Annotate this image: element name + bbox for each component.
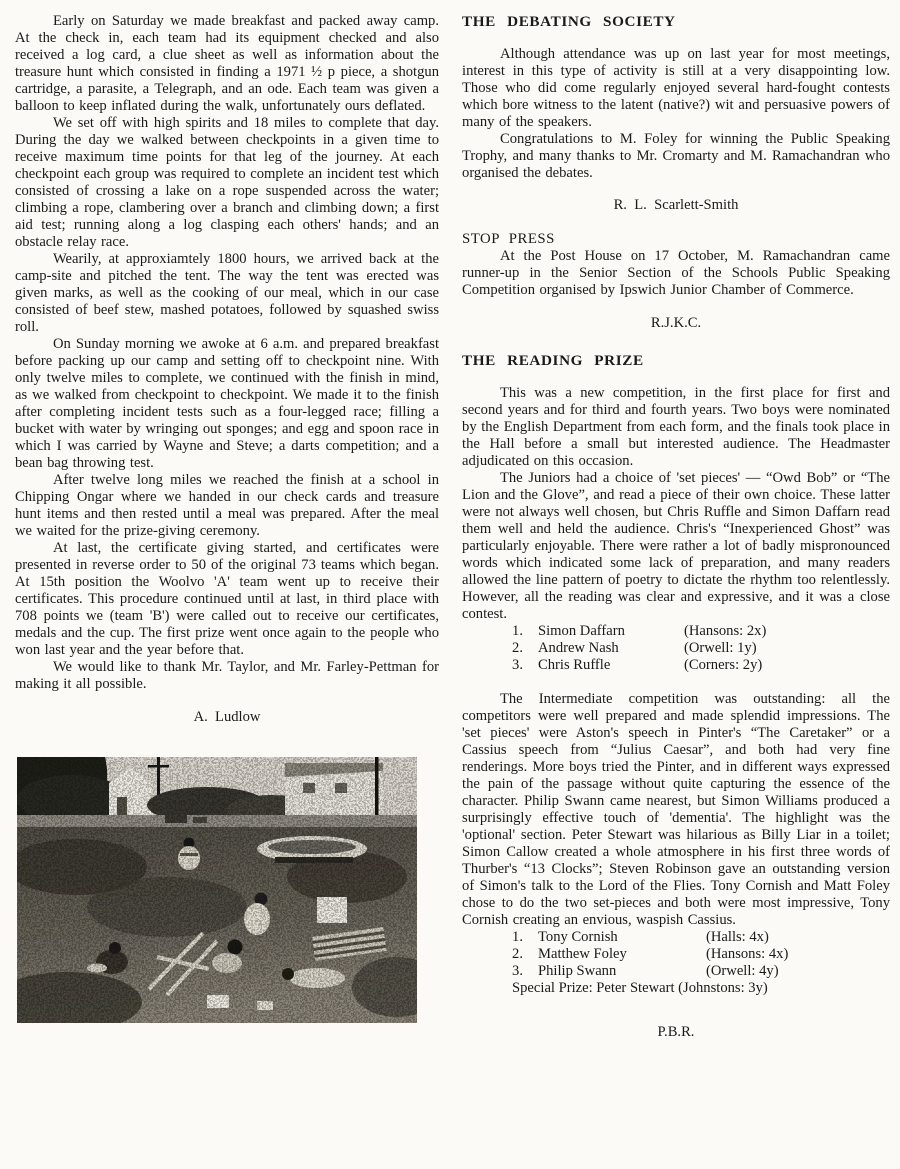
reading-prize-heading: THE READING PRIZE <box>462 352 644 369</box>
special-prize-text: Special Prize: Peter Stewart (Johnstons: 3y) <box>512 980 768 996</box>
result-house: (Halls: 4x) <box>706 929 769 945</box>
camp-photo <box>17 757 417 1023</box>
debating-paragraph-2: Congratulations to M. Foley for winning the Public Speaking Trophy, and many thanks to Mr. Cromarty and M. Ramachandran who organised the debates. <box>462 131 890 181</box>
intermediate-results-list <box>462 929 890 997</box>
junior-results-list <box>462 623 890 674</box>
result-place: 3. <box>512 657 523 673</box>
result-house: (Corners: 2y) <box>684 657 763 673</box>
result-name: Matthew Foley <box>538 946 627 962</box>
left-column <box>15 13 439 1159</box>
stop-press-section <box>462 231 890 332</box>
intermediate-paragraph: The Intermediate competition was outstanding: all the competitors were well prepared and made splendid impressions. The 'set pieces' were Aston's speech in Pinter's “The Caretaker” or a Cassius speech from “Julius Caesar”, and both had very fine renderings. More boys tried the Pinter, and in different ways expressed the pain of the passage without quite capturing the essence of the character. Philip Swann came nearest, but Simon Williams produced a surprisingly effective touch of 'dementia'. The highlight was the 'optional' section. Peter Stewart was hilarious as Billy Liar in a toilet; Simon Callow created a whole atmosphere in his first three words of Thurber's “13 Clocks”; Steven Robinson gave an outstanding version of Simon's talk to the Lord of the Flies. Tony Cornish and Matt Foley chose to do the two set-pieces and both were most impressive, Tony Cornish creating an envious, waspish Cassius. <box>462 691 890 928</box>
result-place: 3. <box>512 963 523 979</box>
reading-prize-signature: P.B.R. <box>657 1024 695 1040</box>
camp-report-paragraph-2: We set off with high spirits and 18 miles to complete that day. During the day we walked between checkpoints in a given time to receive maximum time points for that leg of the journey. At each checkpoint each group was required to complete an incident test which consisted of crossing a lake on a rope suspended across the water; climbing a rope, clambering over a branch and climbing down; a first aid test; running along a log clasping each others' hands; and an obstacle relay race. <box>15 115 440 250</box>
result-place: 2. <box>512 946 523 962</box>
special-prize-row <box>512 980 890 997</box>
result-house: (Hansons: 2x) <box>684 623 767 639</box>
junior-result-row-3 <box>512 657 890 674</box>
junior-result-row-2 <box>512 640 890 657</box>
junior-result-row-1 <box>512 623 890 640</box>
debating-paragraph-1: Although attendance was up on last year for most meetings, interest in this type of activity is still at a very disappointing low. Those who did come regularly enjoyed several hard-fought contests which bore witness to the latent (native?) wit and persuasive powers of many of the speakers. <box>462 46 890 130</box>
result-house: (Orwell: 1y) <box>684 640 757 656</box>
camp-report-paragraph-5: After twelve long miles we reached the finish at a school in Chipping Ongar where we handed in our check cards and treasure hunt items and then rested until a meal was prepared. After the meal we waited for the prize-giving ceremony. <box>15 472 440 539</box>
result-place: 1. <box>512 929 523 945</box>
result-house: (Orwell: 4y) <box>706 963 779 979</box>
camp-report-paragraph-1: Early on Saturday we made breakfast and packed away camp. At the check in, each team had its equipment checked and also received a log card, a clue sheet as well as information about the treasure hunt which consisted in finding a 1971 ½ p piece, a shotgun cartridge, a parasite, a Telegraph, and an ode. Each team was given a balloon to keep inflated during the walk, unfortunately ours deflated. <box>15 13 440 114</box>
camp-report-paragraph-7: We would like to thank Mr. Taylor, and Mr. Farley-Pettman for making it all possible. <box>15 659 440 692</box>
result-place: 2. <box>512 640 523 656</box>
result-place: 1. <box>512 623 523 639</box>
intermediate-result-row-3 <box>512 963 890 980</box>
result-name: Andrew Nash <box>538 640 619 656</box>
reading-paragraph-2: The Juniors had a choice of 'set pieces' — “Owd Bob” or “The Lion and the Glove”, and read a piece of their own choice. These latter were not always well chosen, but Chris Ruffle and Simon Daffarn read them well and held the audience. Chris's “Inexperienced Ghost” was particularly enjoyable. There were rather a lot of badly mispronounced words which indicated some lack of preparation, and many readers allowed the line pattern of poetry to dictate the rhythm too relentlessly. However, all the reading was clear and expressive, and it was a close contest. <box>462 470 890 622</box>
debating-signature: R. L. Scarlett-Smith <box>613 197 739 213</box>
camp-photo-image <box>17 757 417 1023</box>
result-name: Philip Swann <box>538 963 617 979</box>
camp-report-paragraph-3: Wearily, at approxiamtely 1800 hours, we arrived back at the camp-site and pitched the tent. The way the tent was erected was given marks, as well as the cooking of our meal, which in our case consisted of beef stew, mashed potatoes, followed by squashed swiss roll. <box>15 251 440 335</box>
reading-paragraph-1: This was a new competition, in the first place for first and second years and for third and fourth years. Two boys were nominated by the English Department from each form, and the finals took place in the Hall before a small but interested audience. The Headmaster adjudicated on this occasion. <box>462 385 890 469</box>
result-house: (Hansons: 4x) <box>706 946 789 962</box>
intermediate-result-row-1 <box>512 929 890 946</box>
result-name: Chris Ruffle <box>538 657 611 673</box>
intermediate-result-row-2 <box>512 946 890 963</box>
stop-press-paragraph: At the Post House on 17 October, M. Ramachandran came runner-up in the Senior Section of the Schools Public Speaking Competition organised by Ipswich Junior Chamber of Commerce. <box>462 248 890 298</box>
result-name: Simon Daffarn <box>538 623 625 639</box>
stop-press-heading: STOP PRESS <box>462 231 555 247</box>
camp-report-signature: A. Ludlow <box>193 709 261 725</box>
debating-society-heading: THE DEBATING SOCIETY <box>462 13 676 30</box>
right-column <box>462 13 890 1159</box>
camp-report-paragraph-4: On Sunday morning we awoke at 6 a.m. and prepared breakfast before packing up our camp and setting off to checkpoint nine. With only twelve miles to complete, we continued with the finish in mind, as we walked from checkpoint to checkpoint. We made it to the finish after completing incident tests such as a four-legged race; filling a bucket with water by wringing out sponges; and egg and spoon race in which I was carried by Wayne and Steve; a darts competition; and a bean bag throwing test. <box>15 336 440 471</box>
camp-report-paragraph-6: At last, the certificate giving started, and certificates were presented in reverse order to 50 of the original 73 teams which began. At 15th position the Woolvo 'A' team went up to receive their certificates. This procedure continued until at last, in third place with 708 points we (team 'B') were called out to receive our certificates, medals and the cup. The first prize went once again to the people who won last year and the year before that. <box>15 540 440 658</box>
stop-press-signature: R.J.K.C. <box>650 315 702 331</box>
result-name: Tony Cornish <box>538 929 618 945</box>
